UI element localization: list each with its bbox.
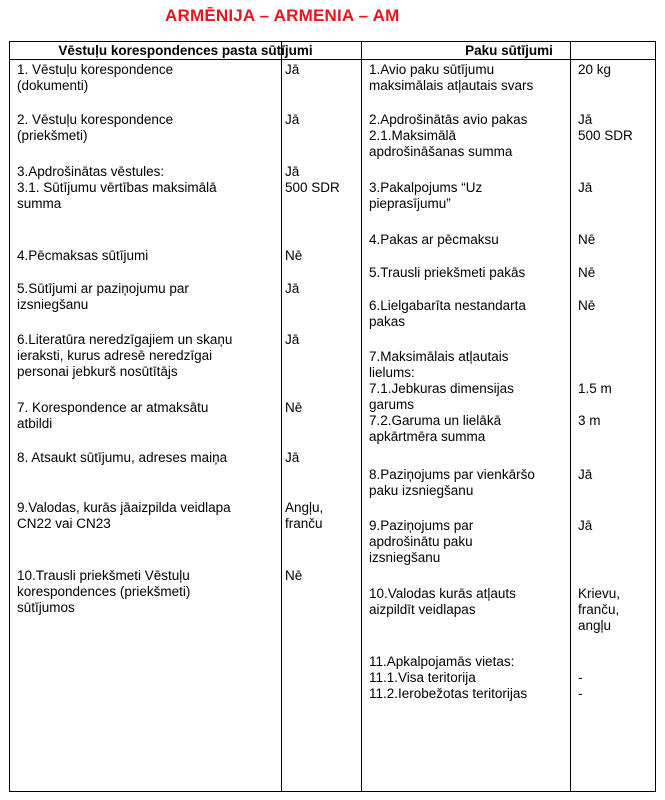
left-section-header: Vēstuļu korespondences pasta sūtījumi — [58, 43, 313, 58]
right-item-label: 3.Pakalpojums “Uz pieprasījumu” — [369, 180, 483, 211]
left-item-label: 9.Valodas, kurās jāaizpilda veidlapa CN22 vai CN23 — [17, 500, 231, 531]
left-item-value: Jā — [285, 62, 300, 77]
right-item-value: Jā — [578, 467, 593, 482]
left-item-value: Nē — [285, 568, 303, 583]
right-item-label: 1.Avio paku sūtījumu maksimālais atļautais svars — [369, 62, 534, 93]
left-item-value: Angļu, franču — [285, 500, 324, 531]
left-item-value: Jā — [285, 450, 300, 465]
right-item-label: 5.Trausli priekšmeti pakās — [369, 265, 526, 280]
left-item-value: Jā 500 SDR — [285, 164, 340, 195]
right-item-label: 2.Apdrošinātās avio pakas 2.1.Maksimālā apdrošināšanas summa — [369, 112, 528, 159]
right-item-label: 4.Pakas ar pēcmaksu — [369, 232, 499, 247]
right-item-label: 11.Apkalpojamās vietas: 11.1.Visa teritorija 11.2.Ierobežotas teritorijas — [369, 654, 528, 701]
left-item-value: Jā — [285, 281, 300, 296]
right-item-value: 1.5 m 3 m — [578, 381, 612, 428]
right-item-value: Krievu, franču, angļu — [578, 586, 621, 633]
right-section-header: Paku sūtījumi — [465, 43, 553, 58]
column-divider — [281, 42, 282, 791]
right-item-value: Jā 500 SDR — [578, 112, 633, 143]
services-table — [9, 41, 656, 792]
right-item-value: 20 kg — [578, 62, 612, 77]
right-item-label: 7.Maksimālais atļautais lielums: 7.1.Jebkuras dimensijas garums 7.2.Garuma un lielākā apkārtmēra summa — [369, 349, 514, 444]
right-item-value: Nē — [578, 298, 596, 313]
right-item-label: 10.Valodas kurās atļauts aizpildīt veidlapas — [369, 586, 516, 617]
left-item-value: Jā — [285, 112, 300, 127]
column-divider — [570, 42, 571, 791]
left-item-label: 7. Korespondence ar atmaksātu atbildi — [17, 400, 209, 431]
left-item-label: 8. Atsaukt sūtījumu, adreses maiņa — [17, 450, 228, 465]
header-divider — [10, 59, 655, 60]
right-item-value: Nē — [578, 232, 596, 247]
left-item-label: 1. Vēstuļu korespondence (dokumenti) — [17, 62, 174, 93]
left-item-label: 2. Vēstuļu korespondence (priekšmeti) — [17, 112, 174, 143]
left-item-label: 6.Literatūra neredzīgajiem un skaņu ieraksti, kurus adresē neredzīgai personai jebkurš nosūtītājs — [17, 332, 233, 379]
column-divider — [361, 42, 362, 791]
left-item-label: 5.Sūtījumi ar paziņojumu par izsniegšanu — [17, 281, 189, 312]
left-item-label: 10.Trausli priekšmeti Vēstuļu korespondences (priekšmeti) sūtījumos — [17, 568, 191, 615]
left-item-label: 3.Apdrošinātas vēstules: 3.1. Sūtījumu vērtības maksimālā summa — [17, 164, 217, 211]
right-item-value: Jā — [578, 518, 593, 533]
right-item-value: Nē — [578, 265, 596, 280]
right-item-value: Jā — [578, 180, 593, 195]
right-item-value: - - — [578, 670, 583, 701]
left-item-value: Jā — [285, 332, 300, 347]
page-title: ARMĒNIJA – ARMENIA – AM — [165, 6, 400, 25]
right-item-label: 6.Lielgabarīta nestandarta pakas — [369, 298, 526, 329]
left-item-value: Nē — [285, 248, 303, 263]
left-item-value: Nē — [285, 400, 303, 415]
left-item-label: 4.Pēcmaksas sūtījumi — [17, 248, 149, 263]
right-item-label: 8.Paziņojums par vienkāršo paku izsniegšanu — [369, 467, 535, 498]
right-item-label: 9.Paziņojums par apdrošinātu paku izsniegšanu — [369, 518, 474, 565]
